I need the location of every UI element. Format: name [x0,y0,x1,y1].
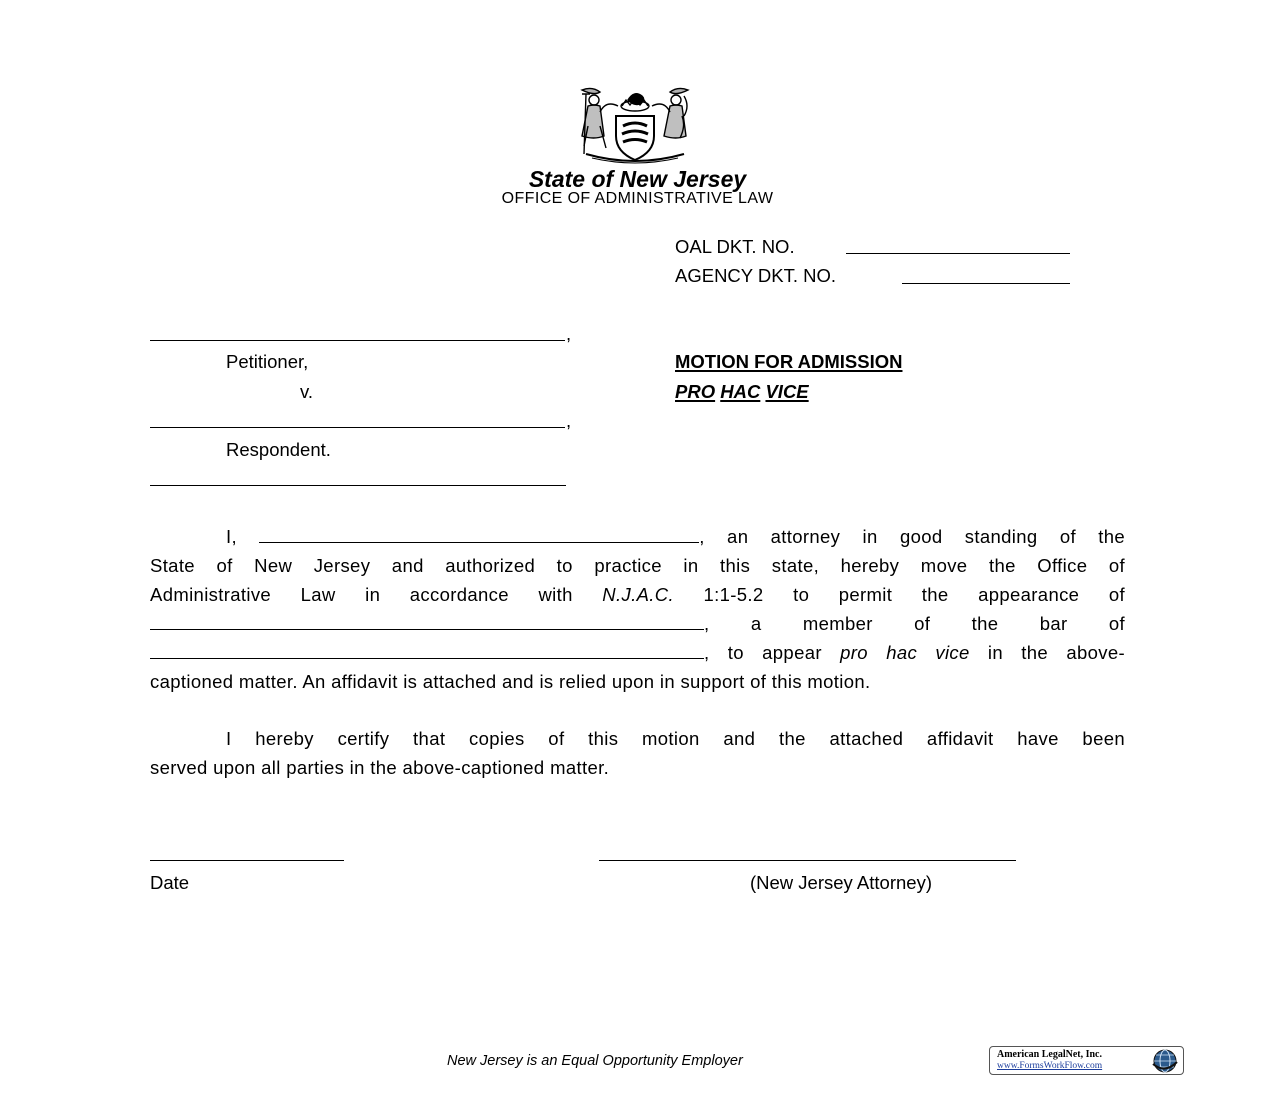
logo-url-link[interactable]: www.FormsWorkFlow.com [997,1061,1103,1071]
logo-company-name: American LegalNet, Inc. [997,1049,1102,1060]
paragraph-line [150,724,1125,753]
paragraph-line [150,638,1125,667]
paragraph-line: captioned matter. An affidavit is attached and is relied upon in support of this motion. [150,671,871,692]
respondent-comma: , [566,410,572,431]
date-label: Date [150,872,190,893]
good-standing-text: , an attorney in good standing of the [699,526,1125,547]
applicant-name-field[interactable] [150,613,704,630]
attorney-signature-label: (New Jersey Attorney) [750,872,932,893]
attorney-signature-field[interactable] [599,860,1016,861]
bar-jurisdiction-field[interactable] [150,642,704,659]
state-seal-icon [578,86,692,166]
petitioner-label: Petitioner, [226,351,309,372]
office-name: OFFICE OF ADMINISTRATIVE LAW [501,190,774,207]
pro-hac-vice-heading [675,381,809,403]
appear-text: , to appear [704,642,822,663]
paragraph-line [150,609,1125,638]
equal-opportunity-footer: New Jersey is an Equal Opportunity Employer [447,1053,743,1069]
respondent-name-field[interactable] [150,427,565,428]
date-field[interactable] [150,860,344,861]
motion-heading: MOTION FOR ADMISSION [675,351,903,372]
vice-word: VICE [765,381,809,402]
pro-word: PRO [675,381,716,402]
njac-citation: N.J.A.C. [602,584,674,605]
paragraph-line [150,580,1125,609]
accordance-text: Administrative Law in accordance with [150,584,573,605]
hac-word: HAC [720,381,761,402]
petitioner-name-field[interactable] [150,340,565,341]
certify-text: I hereby certify that copies of this motion and the attached affidavit have been [226,728,1125,749]
paragraph-line: served upon all parties in the above-captioned matter. [150,757,610,778]
pronoun-i: I, [226,526,237,547]
globe-icon [1151,1048,1179,1074]
paragraph-line [150,522,1125,551]
attorney-name-field[interactable] [259,526,699,543]
above-text: in the above- [987,642,1125,663]
oal-docket-label: OAL DKT. NO. [675,236,795,257]
motion-paragraph [150,522,1125,696]
document-title: State of New Jersey [528,166,747,192]
pro-hac-vice-inline: pro hac vice [840,642,970,663]
appearance-text: 1:1-5.2 to permit the appearance of [703,584,1125,605]
respondent-label: Respondent. [226,439,331,460]
american-legalnet-logo[interactable] [989,1046,1184,1075]
petitioner-comma: , [566,323,572,344]
versus-label: v. [300,381,314,402]
bar-member-text: , a member of the bar of [704,613,1125,634]
caption-rule [150,485,566,486]
certification-paragraph [150,724,1125,782]
agency-docket-label: AGENCY DKT. NO. [675,265,837,286]
oal-docket-field[interactable] [846,253,1070,254]
paragraph-line: State of New Jersey and authorized to practice in this state, hereby move the Office of [150,555,1125,576]
agency-docket-field[interactable] [902,283,1070,284]
